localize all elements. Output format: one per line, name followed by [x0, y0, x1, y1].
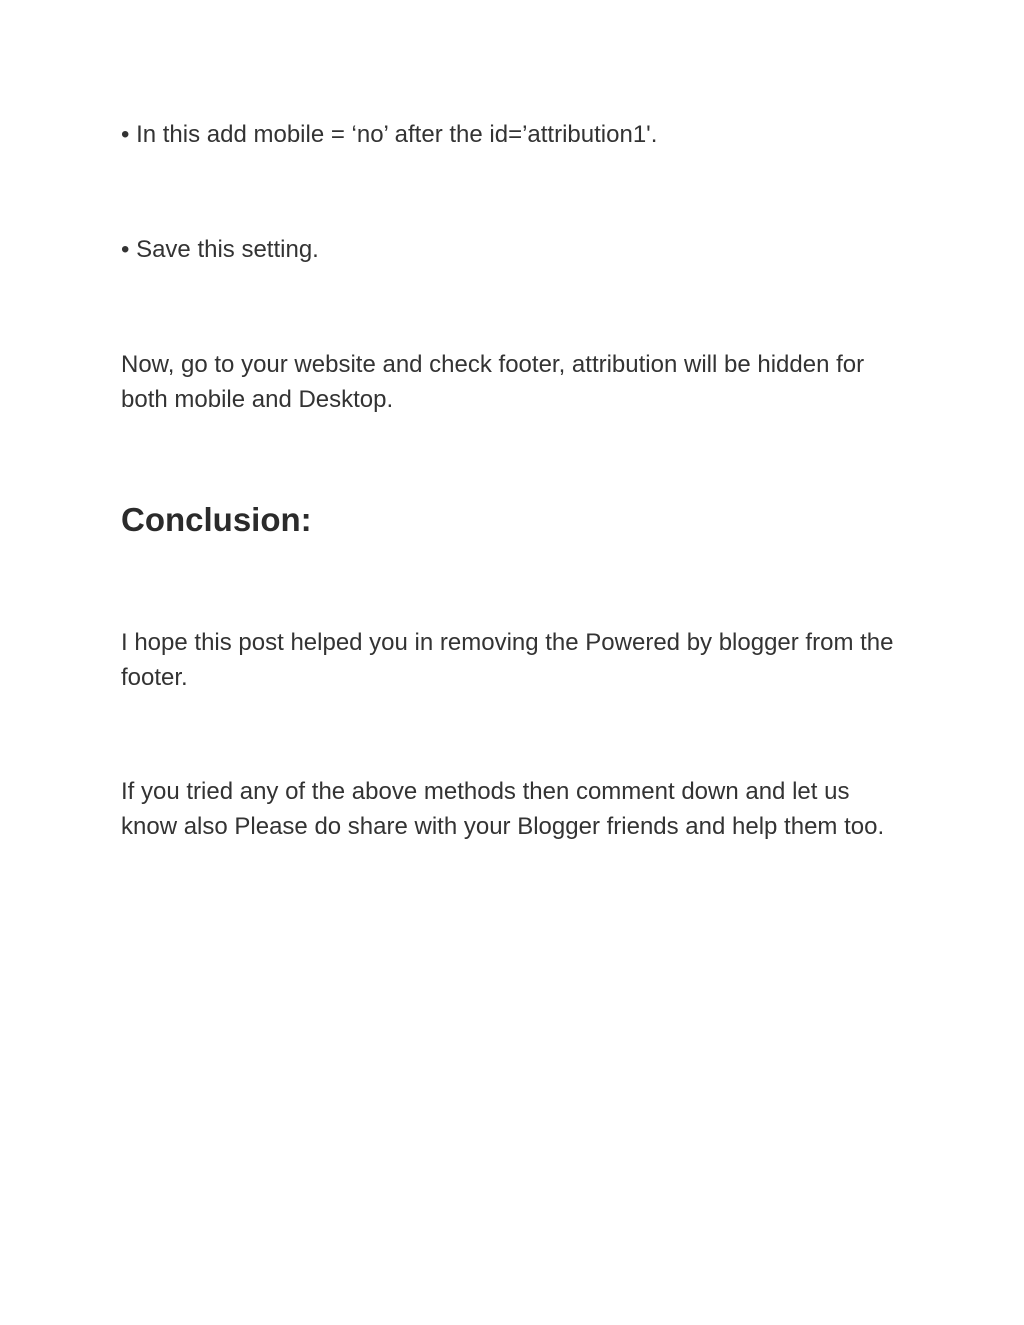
- conclusion-heading: Conclusion:: [121, 501, 312, 538]
- conclusion-paragraph-1: I hope this post helped you in removing the Powered by blogger from the footer.: [121, 629, 894, 691]
- instruction-save-setting: • Save this setting.: [121, 236, 319, 263]
- instruction-add-mobile: • In this add mobile = ‘no’ after the id=’attribution1'.: [121, 121, 658, 148]
- check-footer-paragraph: Now, go to your website and check footer, attribution will be hidden for both mobile and Desktop.: [121, 351, 865, 413]
- conclusion-paragraph-2: If you tried any of the above methods then comment down and let us know also Please do share with your Blogger friends and help them too.: [121, 778, 885, 840]
